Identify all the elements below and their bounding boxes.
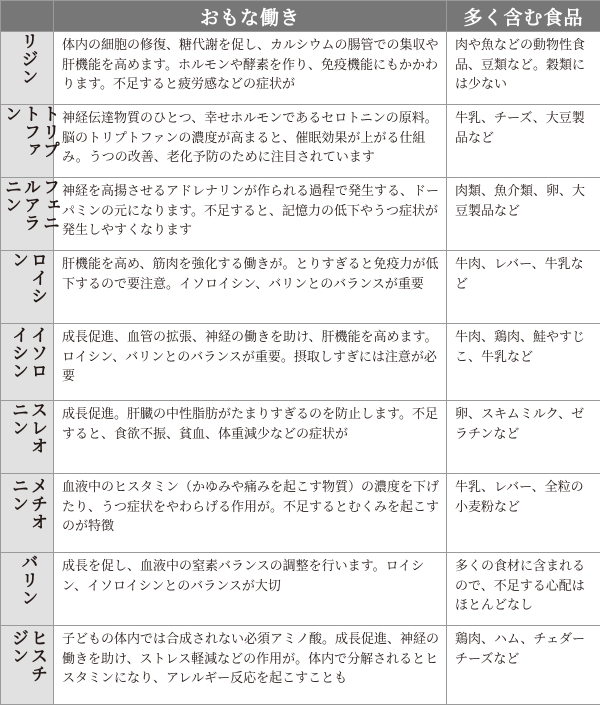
amino-name-cell (1, 401, 54, 474)
table-row (1, 324, 600, 401)
amino-name-cell (1, 626, 54, 705)
amino-name: ロイシン (8, 251, 46, 319)
function-cell: 成長を促し、血液中の窒素バランスの調整を行います。ロイシン、イソロイシンとのバランスが大切 (54, 553, 447, 626)
amino-name-cell (1, 474, 54, 553)
table-header-row (1, 1, 600, 32)
header-corner (1, 1, 54, 32)
foods-cell: 肉類、魚介類、卵、大豆製品など (447, 178, 600, 251)
amino-name-cell (1, 324, 54, 401)
amino-name: スレオニン (8, 401, 46, 469)
amino-name: バリン (18, 553, 37, 621)
foods-cell: 牛乳、レバー、全粒の小麦粉など (447, 474, 600, 553)
foods-cell: 牛肉、鶏肉、鮭やすじこ、牛乳など (447, 324, 600, 401)
function-cell: 成長促進。肝臓の中性脂肪がたまりすぎるのを防止します。不足すると、食欲不振、貧血、体重減少などの症状が (54, 401, 447, 474)
function-cell: 体内の細胞の修復、糖代謝を促し、カルシウムの腸管での集収や肝機能を高めます。ホルモンや酵素を作り、免疫機能にもかかわります。不足すると疲労感などの症状が (54, 32, 447, 105)
foods-cell: 多くの食材に含まれるので、不足する心配はほとんどなし (447, 553, 600, 626)
function-cell: 血液中のヒスタミン（かゆみや痛みを起こす物質）の濃度を下げたり、うつ症状をやわらげる作用が。不足するとむくみを起こすのが特徴 (54, 474, 447, 553)
function-cell: 成長促進、血管の拡張、神経の働きを助け、肝機能を高めます。ロイシン、バリンとのバランスが重要。摂取しすぎには注意が必要 (54, 324, 447, 401)
amino-name: トリプトファン (1, 105, 58, 173)
foods-cell: 牛乳、チーズ、大豆製品など (447, 105, 600, 178)
amino-name-cell (1, 178, 54, 251)
header-foods: 多く含む食品 (447, 1, 600, 32)
table-row (1, 553, 600, 626)
table-row (1, 251, 600, 324)
function-cell: 子どもの体内では合成されない必須アミノ酸。成長促進、神経の働きを助け、ストレス軽減などの作用が。体内で分解されるとヒスタミンになり、アレルギー反応を起こすことも (54, 626, 447, 705)
foods-cell: 牛肉、レバー、牛乳など (447, 251, 600, 324)
amino-name: ヒスチジン (8, 629, 46, 697)
table-row (1, 474, 600, 553)
function-cell: 肝機能を高め、筋肉を強化する働きが。とりすぎると免疫力が低下するので要注意。イソロイシン、バリンとのバランスが重要 (54, 251, 447, 324)
table-row (1, 105, 600, 178)
foods-cell: 肉や魚などの動物性食品、豆類など。穀類には少ない (447, 32, 600, 105)
table-row (1, 401, 600, 474)
amino-name: イソロイシン (8, 326, 46, 394)
amino-name: フェニルアラニン (1, 178, 58, 246)
function-cell: 神経伝達物質のひとつ、幸せホルモンであるセロトニンの原料。脳のトリプトファンの濃度が高まると、催眠効果が上がる仕組み。うつの改善、老化予防のために注目されています (54, 105, 447, 178)
foods-cell: 鶏肉、ハム、チェダーチーズなど (447, 626, 600, 705)
table-row (1, 32, 600, 105)
table-row (1, 626, 600, 705)
amino-name: リジン (18, 32, 37, 100)
table-row (1, 178, 600, 251)
amino-name-cell (1, 251, 54, 324)
header-function: おもな働き (54, 1, 447, 32)
amino-name-cell (1, 105, 54, 178)
foods-cell: 卵、スキムミルク、ゼラチンなど (447, 401, 600, 474)
amino-name-cell (1, 553, 54, 626)
function-cell: 神経を高揚させるアドレナリンが作られる過程で発生する、ドーパミンの元になります。不足すると、記憶力の低下やうつ症状が発生しやすくなります (54, 178, 447, 251)
amino-name: メチオニン (8, 477, 46, 545)
amino-name-cell (1, 32, 54, 105)
